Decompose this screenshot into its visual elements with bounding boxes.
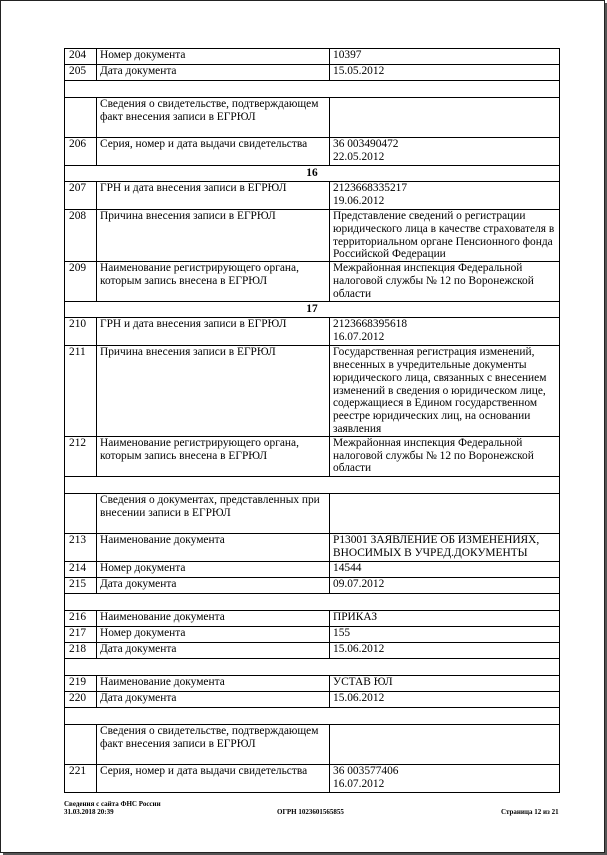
row-value: Представление сведений о регистрации юридического лица в качестве страхователя в территориальном органе Пенсионного фонда Российской Федерации [330,210,560,262]
row-value: Государственная регистрация изменений, внесенных в учредительные документы юридического лица, связанных с внесением изменений в сведения о юридическом лице, содержащиеся в Едином государственном реестре юридических лиц, на основании заявления [330,346,560,437]
row-value: УСТАВ ЮЛ [330,675,560,691]
row-value: 2123668335217 19.06.2012 [330,182,560,210]
row-value: Межрайонная инспекция Федеральной налоговой службы № 12 по Воронежской области [330,436,560,476]
table-row [65,577,560,593]
footer-datetime: 31.03.2018 20:39 [64,808,114,816]
row-number: 216 [65,610,97,626]
table-row [65,533,560,561]
row-label: Наименование регистрирующего органа, которым запись внесена в ЕГРЮЛ [97,436,330,476]
row-number: 221 [65,764,97,792]
row-value: 15.05.2012 [330,65,560,81]
table-row [65,138,560,166]
footer-source [64,800,161,816]
row-number: 206 [65,138,97,166]
row-label: ГРН и дата внесения записи в ЕГРЮЛ [97,318,330,346]
section-number-row [65,166,560,182]
row-number: 207 [65,182,97,210]
table-row [65,561,560,577]
row-label: Номер документа [97,49,330,65]
row-label: Причина внесения записи в ЕГРЮЛ [97,346,330,437]
footer-ogrn: ОГРН 1023601565855 [277,808,344,816]
section-number: 17 [65,302,560,318]
table-row [65,262,560,302]
subsection-header-row [65,493,560,533]
row-value: 14544 [330,561,560,577]
row-value: 36 003577406 16.07.2012 [330,764,560,792]
row-number: 217 [65,626,97,642]
blank-row [65,658,560,675]
blank-row [65,81,560,98]
row-number-empty [65,98,97,138]
row-number: 220 [65,691,97,707]
blank-row [65,476,560,493]
row-value-empty [330,724,560,764]
row-label: Причина внесения записи в ЕГРЮЛ [97,210,330,262]
subsection-label: Сведения о свидетельстве, подтверждающем факт внесения записи в ЕГРЮЛ [97,98,330,138]
row-value: 15.06.2012 [330,691,560,707]
row-label: Наименование документа [97,675,330,691]
blank-cell [65,658,560,675]
row-number: 205 [65,65,97,81]
table-row [65,691,560,707]
row-value: 155 [330,626,560,642]
subsection-header-row [65,724,560,764]
row-value: 09.07.2012 [330,577,560,593]
table-row [65,65,560,81]
egrul-table [64,48,560,793]
row-label: Серия, номер и дата выдачи свидетельства [97,138,330,166]
section-number: 16 [65,166,560,182]
table-row [65,210,560,262]
subsection-label: Сведения о документах, представленных при внесении записи в ЕГРЮЛ [97,493,330,533]
footer-page-number: Страница 12 из 21 [501,808,559,816]
row-label: ГРН и дата внесения записи в ЕГРЮЛ [97,182,330,210]
row-number-empty [65,724,97,764]
row-number: 213 [65,533,97,561]
row-label: Серия, номер и дата выдачи свидетельства [97,764,330,792]
blank-row [65,707,560,724]
table-row [65,626,560,642]
row-value: 36 003490472 22.05.2012 [330,138,560,166]
row-label: Дата документа [97,65,330,81]
row-number: 211 [65,346,97,437]
table-row [65,436,560,476]
blank-cell [65,707,560,724]
row-number-empty [65,493,97,533]
row-number: 212 [65,436,97,476]
row-number: 210 [65,318,97,346]
table-row [65,49,560,65]
row-number: 208 [65,210,97,262]
table-row [65,346,560,437]
row-value: 10397 [330,49,560,65]
row-label: Дата документа [97,642,330,658]
row-value-empty [330,98,560,138]
row-value: 2123668395618 16.07.2012 [330,318,560,346]
row-label: Наименование документа [97,533,330,561]
row-number: 209 [65,262,97,302]
footer-source-text: Сведения с сайта ФНС России [64,800,161,808]
row-number: 204 [65,49,97,65]
row-label: Наименование регистрирующего органа, которым запись внесена в ЕГРЮЛ [97,262,330,302]
blank-cell [65,593,560,610]
blank-row [65,593,560,610]
row-value: ПРИКАЗ [330,610,560,626]
table-row [65,318,560,346]
row-label: Дата документа [97,577,330,593]
subsection-header-row [65,98,560,138]
blank-cell [65,476,560,493]
row-label: Номер документа [97,561,330,577]
table-row [65,764,560,792]
row-label: Номер документа [97,626,330,642]
row-number: 218 [65,642,97,658]
row-value-empty [330,493,560,533]
row-label: Дата документа [97,691,330,707]
row-number: 215 [65,577,97,593]
row-value: Межрайонная инспекция Федеральной налоговой службы № 12 по Воронежской области [330,262,560,302]
table-row [65,610,560,626]
blank-cell [65,81,560,98]
table-row [65,642,560,658]
table-row [65,675,560,691]
section-number-row [65,302,560,318]
row-label: Наименование документа [97,610,330,626]
row-value: 15.06.2012 [330,642,560,658]
subsection-label: Сведения о свидетельстве, подтверждающем факт внесения записи в ЕГРЮЛ [97,724,330,764]
row-value: Р13001 ЗАЯВЛЕНИЕ ОБ ИЗМЕНЕНИЯХ, ВНОСИМЫХ В УЧРЕД.ДОКУМЕНТЫ [330,533,560,561]
row-number: 214 [65,561,97,577]
row-number: 219 [65,675,97,691]
table-row [65,182,560,210]
